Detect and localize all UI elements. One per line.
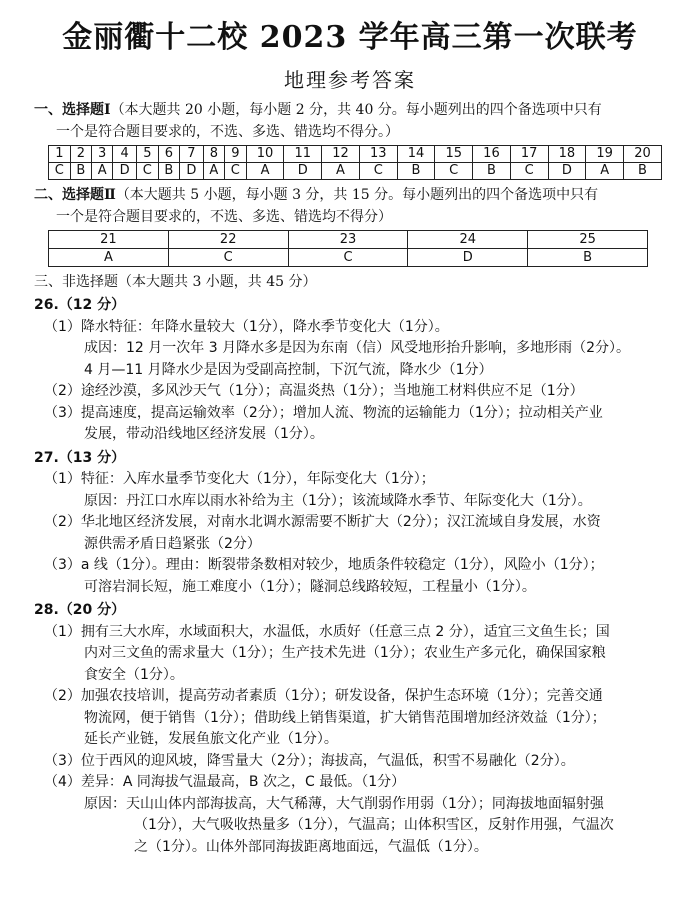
question-number-cell: 8 xyxy=(203,146,224,163)
q28-line: 内对三文鱼的需求量大（1分）；生产技术先进（1分）；农业生产多元化，确保国家粮 xyxy=(84,645,606,661)
question-number-cell: 23 xyxy=(288,231,408,249)
document-subtitle: 地理参考答案 xyxy=(284,68,416,92)
section-2-desc-line1: （本大题共 5 小题，每小题 3 分，共 15 分。每小题列出的四个备选项中只有 xyxy=(115,187,599,203)
question-number-cell: 4 xyxy=(113,146,137,163)
answer-cell: A xyxy=(92,163,113,180)
answer-cell: C xyxy=(510,163,548,180)
question-number-cell: 17 xyxy=(510,146,548,163)
q28-line: （4）差异：A 同海拔气温最高，B 次之，C 最低。（1分） xyxy=(44,774,406,790)
answer-cell: B xyxy=(473,163,511,180)
q28-line: 之（1分）。山体外部同海拔距离地面远，气温低（1分）。 xyxy=(134,838,488,855)
answer-cell: A xyxy=(586,163,624,180)
answer-cell: C xyxy=(359,163,397,180)
q26-line: （2）途经沙漠，多风沙天气（1分）；高温炎热（1分）；当地施工材料供应不足（1分） xyxy=(44,383,584,399)
exam-title: 金丽衢十二校 2023 学年高三第一次联考 xyxy=(62,20,638,55)
question-number-cell: 6 xyxy=(158,146,179,163)
answer-cell: A xyxy=(322,163,360,180)
q28-line: （1）拥有三大水库，水域面积大，水温低，水质好（任意三点 2 分），适宜三文鱼生长；国 xyxy=(44,623,610,640)
question-28 xyxy=(34,600,666,858)
question-number-cell: 19 xyxy=(586,146,624,163)
q26-line: 成因：12 月一次年 3 月降水多是因为东南（信）风受地形抬升影响，多地形雨（2分）。 xyxy=(84,340,630,356)
section-1-answer-table xyxy=(48,145,662,180)
q28-line: （1分），大气吸收热量多（1分），气温高；山体积雪区，反射作用强，气温次 xyxy=(134,817,614,833)
q28-line: 原因：天山山体内部海拔高，大气稀薄，大气削弱作用弱（1分）；同海拔地面辐射强 xyxy=(84,795,604,812)
answer-cell: D xyxy=(180,163,204,180)
q26-line: 发展，带动沿线地区经济发展（1分）。 xyxy=(84,426,324,442)
question-number-cell: 10 xyxy=(246,146,284,163)
question-number-cell: 5 xyxy=(137,146,159,163)
q27-line: （1）特征：入库水量季节变化大（1分），年际变化大（1分）； xyxy=(44,471,435,487)
question-28-header: 28.（20 分） xyxy=(34,602,126,618)
answer-cell: C xyxy=(49,163,71,180)
section-2-heading: 二、选择题Ⅱ xyxy=(34,187,116,203)
question-number-cell: 22 xyxy=(168,231,288,249)
section-1-desc-line2: 一个是符合题目要求的，不选、多选、错选均不得分。） xyxy=(56,124,399,140)
question-number-cell: 13 xyxy=(359,146,397,163)
question-number-cell: 24 xyxy=(408,231,528,249)
section-2-number-row xyxy=(49,231,648,249)
answer-cell: A xyxy=(49,249,169,267)
q27-line: 源供需矛盾日趋紧张（2分） xyxy=(84,535,261,552)
answer-cell: D xyxy=(113,163,137,180)
question-26-header: 26.（12 分） xyxy=(34,297,126,313)
question-number-cell: 14 xyxy=(397,146,435,163)
question-number-cell: 11 xyxy=(284,146,322,163)
answer-cell: B xyxy=(158,163,179,180)
answer-cell: C xyxy=(435,163,473,180)
section-1-heading: 一、选择题Ⅰ xyxy=(34,102,111,118)
answer-cell: B xyxy=(528,249,648,267)
answer-cell: A xyxy=(203,163,224,180)
question-26 xyxy=(34,295,666,446)
q28-line: （2）加强农技培训，提高劳动者素质（1分）；研发设备，保护生态环境（1分）；完善交通 xyxy=(44,688,603,704)
section-2-answer-table xyxy=(48,230,648,267)
section-1-header xyxy=(34,99,666,121)
answer-cell: C xyxy=(288,249,408,267)
q27-line: 原因：丹江口水库以雨水补给为主（1分）；该流域降水季节、年际变化大（1分）。 xyxy=(84,492,592,509)
answer-cell: C xyxy=(137,163,159,180)
q27-line: （2）华北地区经济发展，对南水北调水源需要不断扩大（2分）；汉江流域自身发展，水资 xyxy=(44,514,601,530)
answer-cell: D xyxy=(408,249,528,267)
q26-line: （3）提高速度，提高运输效率（2分）；增加人流、物流的运输能力（1分）；拉动相关产业 xyxy=(44,404,603,421)
question-number-cell: 15 xyxy=(435,146,473,163)
section-2-answer-row xyxy=(49,249,648,267)
q28-line: 物流网，便于销售（1分）；借助线上销售渠道，扩大销售范围增加经济效益（1分）； xyxy=(84,709,606,726)
q27-line: 可溶岩洞长短，施工难度小（1分）；隧洞总线路较短，工程量小（1分）。 xyxy=(84,578,536,595)
question-number-cell: 1 xyxy=(49,146,71,163)
answer-cell: B xyxy=(624,163,662,180)
answer-cell: D xyxy=(284,163,322,180)
answer-cell: D xyxy=(548,163,586,180)
section-1-answer-row xyxy=(49,163,662,180)
q26-line: （1）降水特征：年降水量较大（1分），降水季节变化大（1分）。 xyxy=(44,318,449,335)
question-number-cell: 7 xyxy=(180,146,204,163)
question-number-cell: 18 xyxy=(548,146,586,163)
section-1-number-row xyxy=(49,146,662,163)
question-number-cell: 16 xyxy=(473,146,511,163)
section-3-heading: 三、非选择题（本大题共 3 小题，共 45 分） xyxy=(34,274,317,290)
q28-line: 食安全（1分）。 xyxy=(84,666,184,683)
q27-line: （3）a 线（1分）。理由：断裂带条数相对较少，地质条件较稳定（1分），风险小（1分）； xyxy=(44,557,604,573)
section-2-header xyxy=(34,184,666,206)
question-number-cell: 3 xyxy=(92,146,113,163)
question-27-header: 27.（13 分） xyxy=(34,449,126,466)
question-number-cell: 21 xyxy=(49,231,169,249)
answer-cell: B xyxy=(397,163,435,180)
q26-line: 4 月—11 月降水少是因为受副高控制，下沉气流，降水少（1分） xyxy=(84,361,493,378)
question-number-cell: 12 xyxy=(322,146,360,163)
answer-cell: B xyxy=(70,163,91,180)
answer-cell: C xyxy=(168,249,288,267)
q28-line: （3）位于西风的迎风坡，降雪量大（2分）；海拔高，气温低，积雪不易融化（2分）。 xyxy=(44,752,575,769)
question-number-cell: 20 xyxy=(624,146,662,163)
question-number-cell: 25 xyxy=(528,231,648,249)
question-27 xyxy=(34,448,666,599)
question-number-cell: 9 xyxy=(225,146,247,163)
q28-line: 延长产业链，发展鱼旅文化产业（1分）。 xyxy=(84,731,338,747)
section-1-desc-line1: （本大题共 20 小题，每小题 2 分，共 40 分。每小题列出的四个备选项中只有 xyxy=(110,102,602,118)
question-number-cell: 2 xyxy=(70,146,91,163)
section-2-desc-line2: 一个是符合题目要求的，不选、多选、错选均不得分） xyxy=(56,209,392,225)
answer-cell: A xyxy=(246,163,284,180)
answer-cell: C xyxy=(225,163,247,180)
